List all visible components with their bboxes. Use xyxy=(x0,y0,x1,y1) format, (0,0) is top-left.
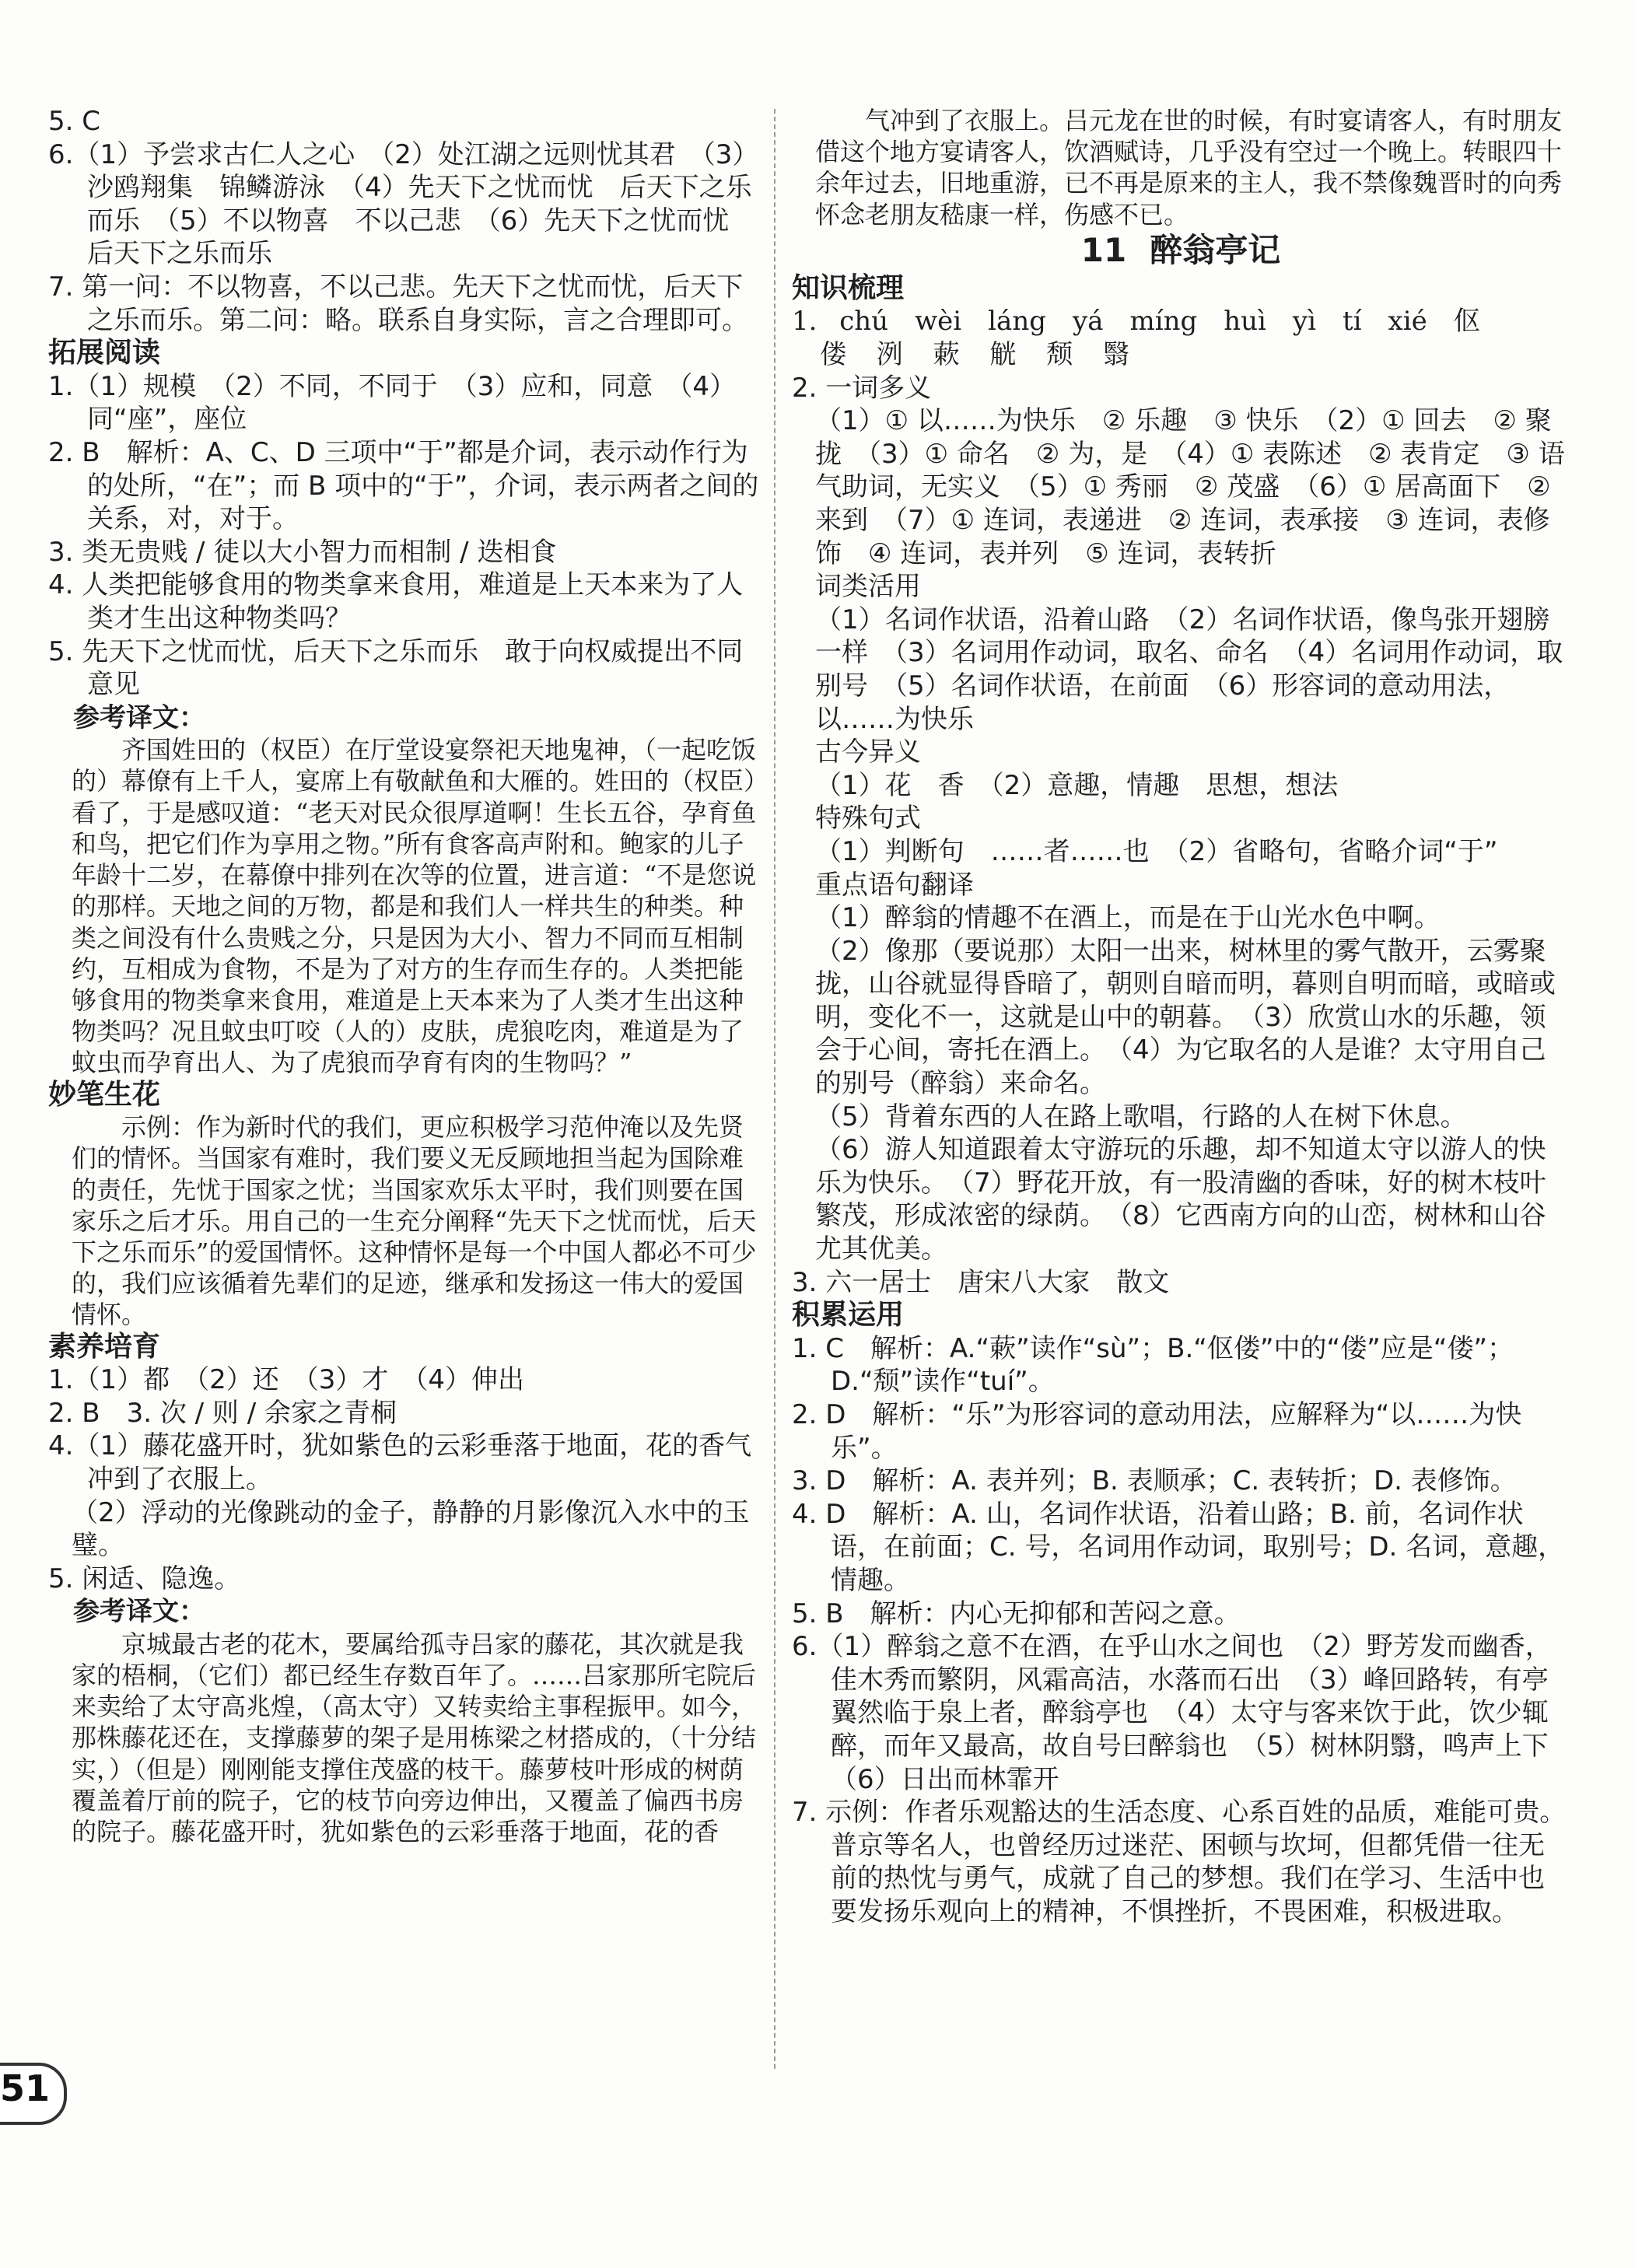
answer-line: （1）花 香 （2）意趣，情趣 思想，想法 xyxy=(815,769,1339,801)
answer-item: 6.（1）予尝求古仁人之心 （2）处江湖之远则忧其君 （3）沙鸥翔集 锦鳞游泳 （4）先天下之忧而忧 后天下之乐而乐 （5）不以物喜 不以己悲 （6）先天下之忧而忧 后天下之乐而乐 xyxy=(48,138,759,270)
answer-line: （1）名词作状语，沿着山路 （2）名词作状语，像鸟张开翅膀一样 （3）名词用作动词，取名、命名 （4）名词用作动词，取别号 （5）名词作状语，在前面 （6）形容词的意动用法，以……为快乐 xyxy=(815,604,1563,735)
translation-paragraph: 齐国姓田的（权臣）在厅堂设宴祭祀天地鬼神，（一起吃饭的）幕僚有上千人，宴席上有敬献鱼和大雁的。姓田的（权臣）看了，于是感叹道：“老天对民众很厚道啊！生长五谷，孕育鱼和鸟，把它们作为享用之物。”所有食客高声附和。鲍家的儿子年龄十二岁，在幕僚中排列在次等的位置，进言道：“不是您说的那样。天地之间的万物，都是和我们人一样共生的种类。种类之间没有什么贵贱之分，只是因为大小、智力不同而互相制约，互相成为食物，不是为了对方的生存而生存的。人类把能够食用的物类拿来食用，难道是上天本来为了人类才生出这种物类吗？况且蚊虫叮咬（人的）皮肤，虎狼吃肉，难道是为了蚊虫而孕育出人、为了虎狼而孕育有肉的生物吗？” xyxy=(72,735,757,1078)
answer-item: 3. 六一居士 唐宋八大家 散文 xyxy=(792,1266,1170,1298)
answer-item: 1.（1）规模 （2）不同，不同于 （3）应和，同意 （4）同“座”，座位 xyxy=(48,370,736,436)
answer-item: 5. B 解析：内心无抑郁和苦闷之意。 xyxy=(792,1598,1241,1629)
answer-item: 7. 示例：作者乐观豁达的生活态度、心系百姓的品质，难能可贵。普京等名人，也曾经历过迷茫、困顿与坎坷，但都凭借一往无前的热忱与勇气，成就了自己的梦想。我们在学习、生活中也要发扬乐观向上的精神，不惧挫折，不畏困难，积极进取。 xyxy=(792,1797,1567,1927)
column-divider xyxy=(774,109,775,2069)
answer-line: （2）浮动的光像跳动的金子，静静的月影像沉入水中的玉璧。 xyxy=(72,1496,750,1562)
answer-line: （1）醉翁的情趣不在酒上，而是在于山光水色中啊。 xyxy=(815,902,1441,934)
answer-item: 2. B 解析：A、C、D 三项中“于”都是介词，表示动作行为的处所，“在”；而 B 项中的“于”，介词，表示两者之间的关系，对，对于。 xyxy=(48,436,759,535)
page-number-badge xyxy=(0,2063,65,2119)
chapter-title xyxy=(792,232,1570,269)
answer-item: 3. 类无贵贱 / 徒以大小智力而相制 / 迭相食 xyxy=(48,536,557,568)
example-paragraph: 示例：作为新时代的我们，更应积极学习范仲淹以及先贤们的情怀。当国家有难时，我们要义无反顾地担当起为国除难的责任，先忧于国家之忧；当国家欢乐太平时，我们则要在国家乐之后才乐。用自己的一生充分阐释“先天下之忧而忧，后天下之乐而乐”的爱国情怀。这种情怀是每一个中国人都必不可少的，我们应该循着先辈们的足迹，继承和发扬这一伟大的爱国情怀。 xyxy=(72,1112,757,1330)
answer-line: （5）背着东西的人在路上歌唱，行路的人在树下休息。 xyxy=(815,1101,1467,1132)
answer-item: 4.（1）藤花盛开时，犹如紫色的云彩垂落于地面，花的香气冲到了衣服上。 xyxy=(48,1430,752,1495)
chapter-name: 醉翁亭记 xyxy=(1150,230,1281,269)
page-number: 51 xyxy=(0,2067,51,2109)
answer-item: 5. 先天下之忧而忧，后天下之乐而乐 敢于向权威提出不同意见 xyxy=(48,635,744,701)
translation-continuation: 气冲到了衣服上。吕元龙在世的时候，有时宴请客人，有时朋友借这个地方宴请客人，饮酒赋诗，几乎没有空过一个晚上。转眼四十余年过去，旧地重游，已不再是原来的主人，我不禁像魏晋时的向秀怀念老朋友嵇康一样，伤感不已。 xyxy=(815,106,1563,229)
character-line: 偻 洌 蔌 觥 颓 翳 xyxy=(820,339,1141,370)
section-heading: 知识梳理 xyxy=(792,271,905,304)
section-heading: 妙笔生花 xyxy=(48,1078,161,1111)
pinyin-line: 1. chú wèi láng yá míng huì yì tí xié 伛 xyxy=(792,306,1480,338)
answer-item: 3. D 解析：A. 表并列；B. 表顺承；C. 表转折；D. 表修饰。 xyxy=(792,1465,1517,1497)
translation-paragraph: 京城最古老的花木，要属给孤寺吕家的藤花，其次就是我家的梧桐，（它们）都已经生存数百年了。……吕家那所宅院后来卖给了太守高兆煌，（高太守）又转卖给主事程振甲。如今，那株藤花还在，支撑藤萝的架子是用栋梁之材搭成的，（十分结实，）（但是）刚刚能支撑住茂盛的枝干。藤萝枝叶形成的树荫覆盖着厅前的院子，它的枝节向旁边伸出，又覆盖了偏西书房的院子。藤花盛开时，犹如紫色的云彩垂落于地面，花的香 xyxy=(72,1629,757,1847)
answer-line: 特殊句式 xyxy=(815,803,921,835)
subheading: 参考译文： xyxy=(73,1596,205,1628)
section-heading: 素养培育 xyxy=(48,1330,161,1363)
answer-line: （1）判断句 ……者……也 （2）省略句，省略介词“于” xyxy=(815,835,1498,867)
answer-line: 古今异义 xyxy=(815,737,921,768)
answer-item: 6.（1）醉翁之意不在酒，在乎山水之间也 （2）野芳发而幽香，佳木秀而繁阴，风霜高洁，水落而石出 （3）峰回路转，有亭翼然临于泉上者，醉翁亭也 （4）太守与客来饮于此，饮少辄醉，而年又最高，故自号曰醉翁也 （5）树林阴翳，鸣声上下 （6）日出而林霏开 xyxy=(792,1631,1575,1795)
section-heading: 拓展阅读 xyxy=(48,337,161,369)
chapter-number: 11 xyxy=(1080,230,1127,269)
answer-item: 4. 人类把能够食用的物类拿来食用，难道是上天本来为了人类才生出这种物类吗？ xyxy=(48,569,744,634)
answer-item: 1. C 解析：A.“蔌”读作“sù”；B.“伛偻”中的“偻”应是“偻”；D.“颓”读作“tuí”。 xyxy=(792,1332,1514,1398)
section-heading: 积累运用 xyxy=(792,1299,905,1332)
answer-item: 7. 第一问：不以物喜，不以己悲。先天下之忧而忧，后天下之乐而乐。第二问：略。联系自身实际，言之合理即可。 xyxy=(48,271,748,336)
answer-item: 5. 闲适、隐逸。 xyxy=(48,1563,241,1594)
right-column-list xyxy=(792,271,1575,1929)
left-column xyxy=(48,105,760,1847)
subheading: 参考译文： xyxy=(73,702,205,733)
answer-item: 1.（1）都 （2）还 （3）才 （4）伸出 xyxy=(48,1364,524,1396)
answer-line: 重点语句翻译 xyxy=(815,869,974,901)
answer-line: （2）像那（要说那）太阳一出来，树林里的雾气散开，云雾聚拢，山谷就显得昏暗了，朝则自暗而明，暮则自明而暗，或暗或明，变化不一，这就是山中的朝暮。 （3）欣赏山水的乐趣，领会于心间，寄托在酒上。 （4）为它取名的人是谁？太守用自己的别号（醉翁）来命名。 xyxy=(815,935,1556,1100)
right-column xyxy=(792,105,1575,1929)
answer-item: 5. C xyxy=(48,106,100,137)
answer-item: 2. 一词多义 xyxy=(792,372,932,404)
answer-item: 2. D 解析：“乐”为形容词的意动用法，应解释为“以……为快乐”。 xyxy=(792,1399,1522,1464)
answer-item: 2. B 3. 次 / 则 / 余家之青桐 xyxy=(48,1397,397,1429)
answer-line: （1）① 以……为快乐 ② 乐趣 ③ 快乐 （2）① 回去 ② 聚拢 （3）① 命名 ② 为，是 （4）① 表陈述 ② 表肯定 ③ 语气助词，无实义 （5）① 秀丽 ② 茂盛 （6）① 居高面下 ② 来到 （7）① 连词，表递进 ② 连词，表承接 ③ 连词，表修饰 ④ 连词，表并列 ⑤ 连词，表转折 xyxy=(815,405,1565,569)
answer-item: 4. D 解析：A. 山，名词作状语，沿着山路；B. 前，名词作状语，在前面；C. 号，名词用作动词，取别号；D. 名词，意趣，情趣。 xyxy=(792,1498,1565,1596)
answer-line: （6）游人知道跟着太守游玩的乐趣，却不知道太守以游人的快乐为快乐。 （7）野花开放，有一股清幽的香味，好的树木枝叶繁茂，形成浓密的绿荫。 （8）它西南方向的山峦，树林和山谷尤其优美。 xyxy=(815,1134,1546,1265)
answer-line: 词类活用 xyxy=(815,571,921,603)
